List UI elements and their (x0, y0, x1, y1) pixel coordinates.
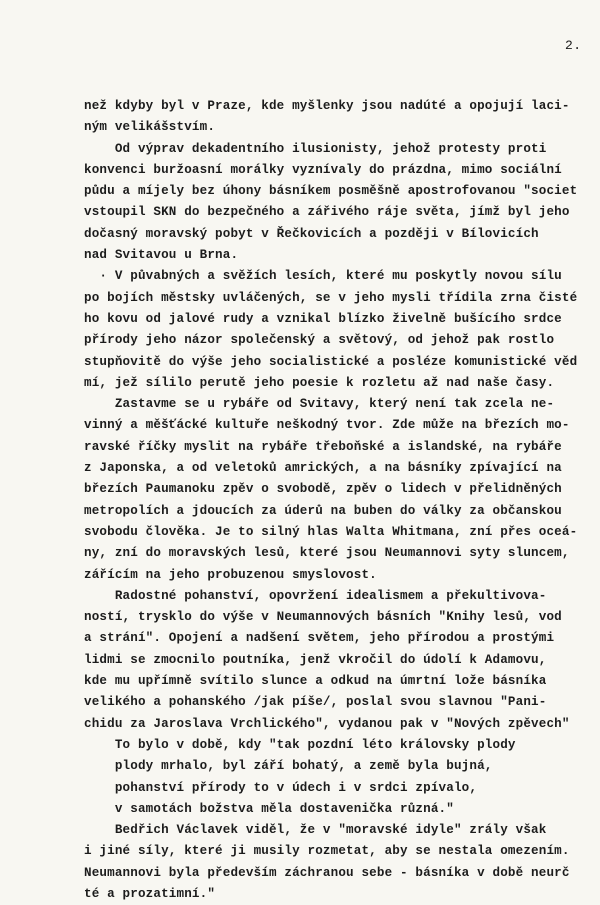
text-line: nad Svitavou u Brna. (84, 248, 239, 263)
text-line: dočasný moravský pobyt v Řečkovicích a později v Bílovicích (84, 226, 539, 241)
text-line: Radostné pohanství, opovržení idealismem a překultivova- (84, 588, 547, 603)
text-line: přírody jeho názor společenský a světový, od jehož pak rostlo (84, 333, 555, 348)
text-line: vstoupil SKN do bezpečného a zářivého ráje světa, jímž byl jeho (84, 205, 570, 220)
text-line: metropolích a jdoucích za úderů na buben do války za občanskou (84, 503, 562, 518)
text-line: po bojích městsky uvláčených, se v jeho mysli třídila zrna čisté (84, 290, 578, 305)
text-line: vinný a měšťácké kultuře neškodný tvor. Zde může na březích mo- (84, 418, 570, 433)
text-line: a strání". Opojení a nadšení světem, jeho přírodou a prostými (84, 631, 555, 646)
text-line: z Japonska, a od veletoků amrických, a na básníky zpívající na (84, 461, 562, 476)
text-line: zářícím na jeho probuzenou smyslovost. (84, 567, 377, 582)
text-line: půdu a míjely bez úhony básníkem posměšně apostrofovanou "societ (84, 184, 578, 199)
text-line: svobodu člověka. Je to silný hlas Walta Whitmana, zní přes oceá- (84, 524, 578, 539)
text-line: ravské říčky myslit na rybáře třeboňské a islandské, na rybáře (84, 439, 562, 454)
text-line: plody mrhalo, byl září bohatý, a země byla bujná, (84, 759, 493, 774)
text-line: velikého a pohanského /jak píše/, poslal svou slavnou "Pani- (84, 695, 547, 710)
text-line: ným velikášstvím. (84, 120, 216, 135)
text-line: v samotách božstva měla dostavenička různá." (84, 801, 454, 816)
text-line: lidmi se zmocnilo poutníka, jenž vkročil do údolí k Adamovu, (84, 652, 547, 667)
text-line: Neumannovi byla především záchranou sebe - básníka v době neurč (84, 865, 570, 880)
text-line: kde mu upřímně svítilo slunce a odkud na úmrtní lože básníka (84, 674, 547, 689)
text-line: Od výprav dekadentního ilusionisty, jehož protesty proti (84, 141, 547, 156)
text-line: · V půvabných a svěžích lesích, které mu poskytly novou sílu (84, 269, 562, 284)
text-line: ho kovu od jalové rudy a vznikal blízko živelně bušícího srdce (84, 311, 562, 326)
page-number: 2. (565, 38, 582, 53)
text-line: stupňovitě do výše jeho socialistické a posléze komunistické věd (84, 354, 578, 369)
text-line: ností, trysklo do výše v Neumannových básních "Knihy lesů, vod (84, 610, 562, 625)
text-line: březích Paumanoku zpěv o svobodě, zpěv o lidech v přelidněných (84, 482, 562, 497)
body-text (84, 96, 600, 905)
text-line: ny, zní do moravských lesů, které jsou Neumannovi syty sluncem, (84, 546, 570, 561)
text-line: i jiné síly, které ji musily rozmetat, aby se nestala omezením. (84, 844, 570, 859)
text-line: To bylo v době, kdy "tak pozdní léto královsky plody (84, 737, 516, 752)
text-line: mí, jež sílilo perutě jeho poesie k rozletu až nad naše časy. (84, 375, 555, 390)
text-line: chidu za Jaroslava Vrchlického", vydanou pak v "Nových zpěvech" (84, 716, 570, 731)
text-line: Bedřich Václavek viděl, že v "moravské idyle" zrály však (84, 823, 547, 838)
text-line: té a prozatimní." (84, 886, 216, 901)
text-line: Zastavme se u rybáře od Svitavy, který není tak zcela ne- (84, 397, 555, 412)
text-line: pohanství přírody to v údech i v srdci zpívalo, (84, 780, 478, 795)
text-line: než kdyby byl v Praze, kde myšlenky jsou nadúté a opojují laci- (84, 99, 570, 113)
text-line: konvenci buržoasní morálky vyznívaly do prázdna, mimo sociální (84, 162, 562, 177)
